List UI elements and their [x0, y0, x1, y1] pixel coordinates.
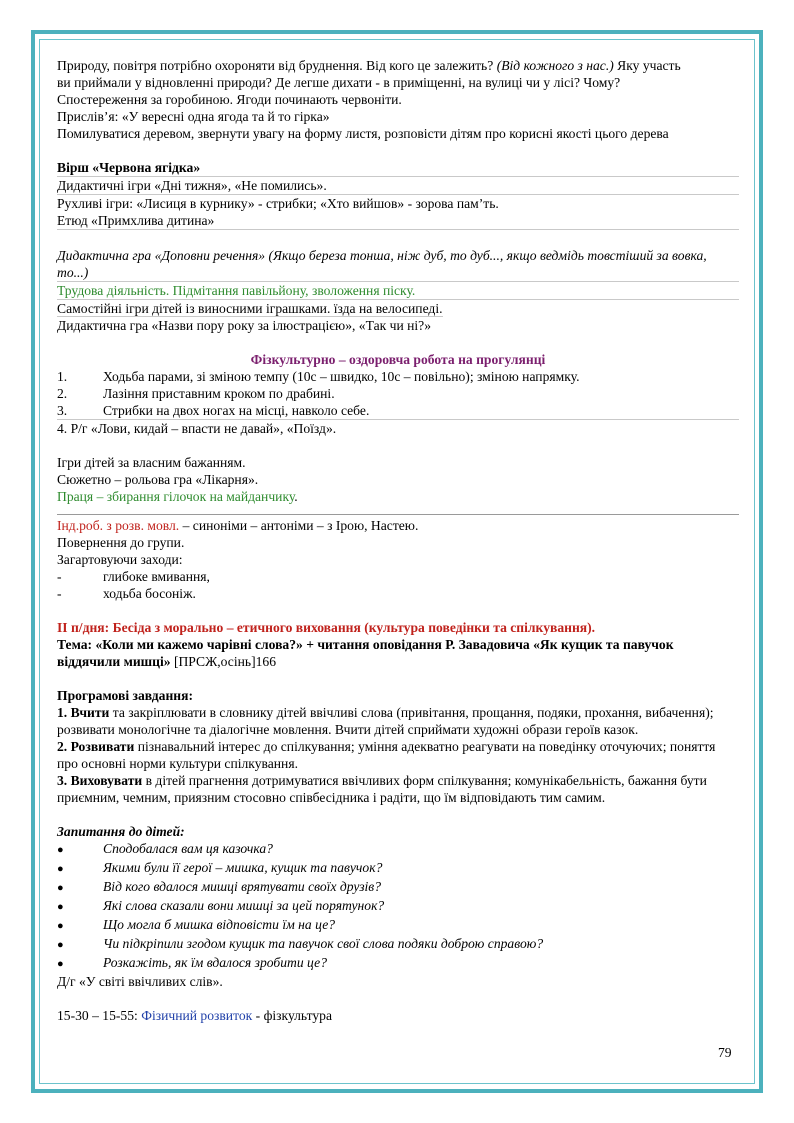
question-item: ● Розкажіть, як їм вдалося зробити це? [57, 954, 739, 973]
list-item: 3. Стрибки на двох ногах на місці, навколо себе. [57, 402, 739, 420]
section-title-fiz: Фізкультурно – оздоровча робота на прогулянці [250, 352, 546, 367]
question-item: ● Від кого вдалося мишці врятувати своїх друзів? [57, 878, 739, 897]
afternoon-heading: ІІ п/дня: Бесіда з морально – етичного виховання (культура поведінки та спілкування). [57, 620, 596, 635]
paragraph-line: Помилуватися деревом, звернути увагу на форму листя, розповісти дітям про корисні якості цього дерева [57, 126, 669, 141]
poem-title: Вірш «Червона ягідка» [57, 159, 739, 177]
observation-line: Спостереження за горобиною. Ягоди починають червоніти. [57, 92, 402, 107]
document-body [57, 57, 739, 1024]
didactic-game-italic: Дидактична гра «Доповни речення» (Якщо береза тонша, ніж дуб, то дуб..., якщо ведмідь товстіший за вовка, то...) [57, 247, 739, 282]
page-number: 79 [718, 1045, 732, 1060]
question-item: ● Якими були її герої – мишка, кущик та павучок? [57, 859, 739, 878]
list-item: - глибоке вмивання, [57, 569, 210, 584]
didactic-games-line: Дидактичні ігри «Дні тижня», «Не помились». [57, 177, 739, 195]
didactic-game-line: Дидактична гра «Назви пору року за ілюстрацією», «Так чи ні?» [57, 318, 431, 333]
etude-line: Етюд «Примхлива дитина» [57, 212, 739, 230]
independent-games-line: Самостійні ігри дітей із виносними іграшками. їзда на велосипеді. [57, 301, 443, 316]
topic-line: Тема: «Коли ми кажемо чарівні слова?» + читання оповідання Р. Завадовича «Як кущик та павучок віддячили мишці» [ПРСЖ,осінь]166 [57, 637, 674, 669]
schedule-line: 15-30 – 15-55: Фізичний розвиток - фізкультура [57, 1008, 332, 1023]
active-games-line: Рухливі ігри: «Лисиця в курнику» - стрибки; «Хто вийшов» - зорова пам’ть. [57, 196, 499, 211]
question-item: ● Що могла б мишка відповісти їм на це? [57, 916, 739, 935]
task-item: 1. Вчити та закріплювати в словнику дітей ввічливі слова (привітання, прощання, подяки, прохання, вибачення); розвивати монологічне та діалогічне мовлення. Вчити дітей сприймати художні образи героїв казок. [57, 705, 714, 737]
list-item: 1. Ходьба парами, зі зміною темпу (10с – швидко, 10с – повільно); зміною напрямку. [57, 369, 580, 384]
bullet-icon: ● [57, 901, 64, 913]
list-item: 4. Р/г «Лови, кидай – впасти не давай», «Поїзд». [57, 421, 337, 436]
list-item: - ходьба босоніж. [57, 586, 196, 601]
bullet-icon: ● [57, 863, 64, 875]
proverb-line: Прислів’я: «У вересні одна ягода та й то гірка» [57, 109, 330, 124]
labor-activity-line: Трудова діяльність. Підмітання павільйону, зволоження піску. [57, 282, 739, 300]
bullet-icon: ● [57, 958, 64, 970]
bullet-icon: ● [57, 939, 64, 951]
bullet-icon: ● [57, 882, 64, 894]
questions-title: Запитання до дітей: [57, 824, 185, 839]
task-item: 3. Виховувати в дітей прагнення дотримуватися ввічливих форм спілкування; комунікабельність, бажання бути приємним, чемним, приязним стосовно співбесідника і радіти, що їм відповідають тим самим. [57, 773, 707, 805]
role-game-line: Сюжетно – рольова гра «Лікарня». [57, 472, 259, 487]
didactic-game-final: Д/г «У світі ввічливих слів». [57, 974, 223, 989]
hardening-title: Загартовуючи заходи: [57, 552, 183, 567]
return-line: Повернення до групи. [57, 535, 185, 550]
paragraph-line: Природу, повітря потрібно охороняти від бруднення. Від кого це залежить? (Від кожного з нас.) Яку участь [57, 58, 681, 73]
labor-line: Праця – збирання гілочок на майданчику. [57, 489, 298, 504]
bullet-icon: ● [57, 844, 64, 856]
question-item: ● Сподобалася вам ця казочка? [57, 840, 739, 859]
divider [57, 514, 739, 515]
paragraph-line: ви приймали у відновленні природи? Де легше дихати - в приміщенні, на вулиці чи у лісі? Чому? [57, 75, 621, 90]
tasks-title: Програмові завдання: [57, 688, 193, 703]
task-item: 2. Розвивати пізнавальний інтерес до спілкування; уміння адекватно реагувати на поведінку оточуючих; поняття про основні норми культури спілкування. [57, 739, 716, 771]
list-item: 2. Лазіння приставним кроком по драбині. [57, 386, 335, 401]
question-item: ● Чи підкріпили згодом кущик та павучок свої слова подяки доброю справою? [57, 935, 739, 954]
games-line: Ігри дітей за власним бажанням. [57, 455, 246, 470]
individual-work-line: Інд.роб. з розв. мовл. – синоніми – антоніми – з Ірою, Настею. [57, 518, 419, 533]
question-item: ● Які слова сказали вони мишці за цей порятунок? [57, 897, 739, 916]
bullet-icon: ● [57, 920, 64, 932]
